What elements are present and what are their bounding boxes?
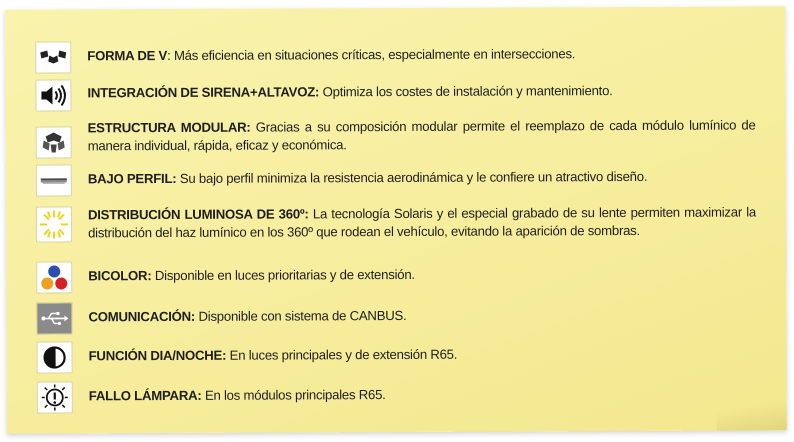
feature-text [89,344,757,364]
v-shape-icon [35,41,71,73]
feature-description: Más eficiencia en situaciones críticas, especialmente en intersecciones. [173,46,576,63]
modular-structure-icon [36,126,72,158]
feature-description: Disponible con sistema de CANBUS. [198,307,407,324]
feature-text [88,264,756,284]
feature-title: ESTRUCTURA MODULAR: [87,119,251,136]
feature-text [89,384,757,404]
feature-text [88,203,756,241]
feature-description: Optimiza los costes de instalación y mantenimiento. [322,83,613,100]
feature-row-sirena [35,76,755,101]
day-night-icon [37,341,73,373]
feature-title: DISTRIBUCIÓN LUMINOSA DE 360º: [87,206,309,223]
sun-360-icon [36,206,72,242]
feature-title: FALLO LÁMPARA: [88,387,202,404]
feature-row-bajo-perfil [36,161,756,187]
usb-icon [36,302,72,334]
speaker-icon [35,79,71,111]
feature-row-fallo-lampara [37,378,757,404]
feature-text [88,305,756,325]
feature-text [88,167,756,187]
feature-description: Disponible en luces prioritarias y de extensión. [154,266,415,284]
note-panel [5,6,787,433]
feature-title: INTEGRACIÓN DE SIRENA+ALTAVOZ: [87,84,320,101]
bicolor-icon [36,261,72,293]
feature-separator: : [167,47,174,63]
feature-title: FORMA DE V [87,47,168,64]
feature-row-distribucion-luminosa [36,199,757,240]
feature-row-dia-noche [37,338,757,364]
feature-title: BICOLOR: [88,268,152,284]
feature-text [88,116,756,154]
lamp-failure-icon [37,381,73,413]
feature-text [87,81,755,101]
feature-title: COMUNICACIÓN: [88,308,196,325]
feature-description: En luces principales y de extensión R65. [229,346,458,363]
feature-row-comunicacion [36,299,756,325]
feature-description: La tecnología Solaris y el especial grabado de su lente permiten maximizar la distribución del haz lumínico en los 360º que rodean el vehículo, evitando la aparición de sombras. [88,204,757,240]
low-profile-icon [36,164,72,196]
feature-title: FUNCIÓN DIA/NOCHE: [88,347,227,364]
feature-text [87,44,755,64]
feature-description: Su bajo perfil minimiza la resistencia aerodinámica y le confiere un atractivo diseño. [179,168,648,186]
feature-description: Gracias a su composición modular permite el reemplazo de cada módulo lumínico de manera individual, rápida, eficaz y económica. [87,117,756,153]
feature-row-bicolor [36,258,756,284]
feature-row-forma-v [35,38,755,64]
feature-description: En los módulos principales R65. [204,387,386,403]
feature-title: BAJO PERFIL: [87,170,177,187]
feature-row-estructura-modular [36,113,756,153]
